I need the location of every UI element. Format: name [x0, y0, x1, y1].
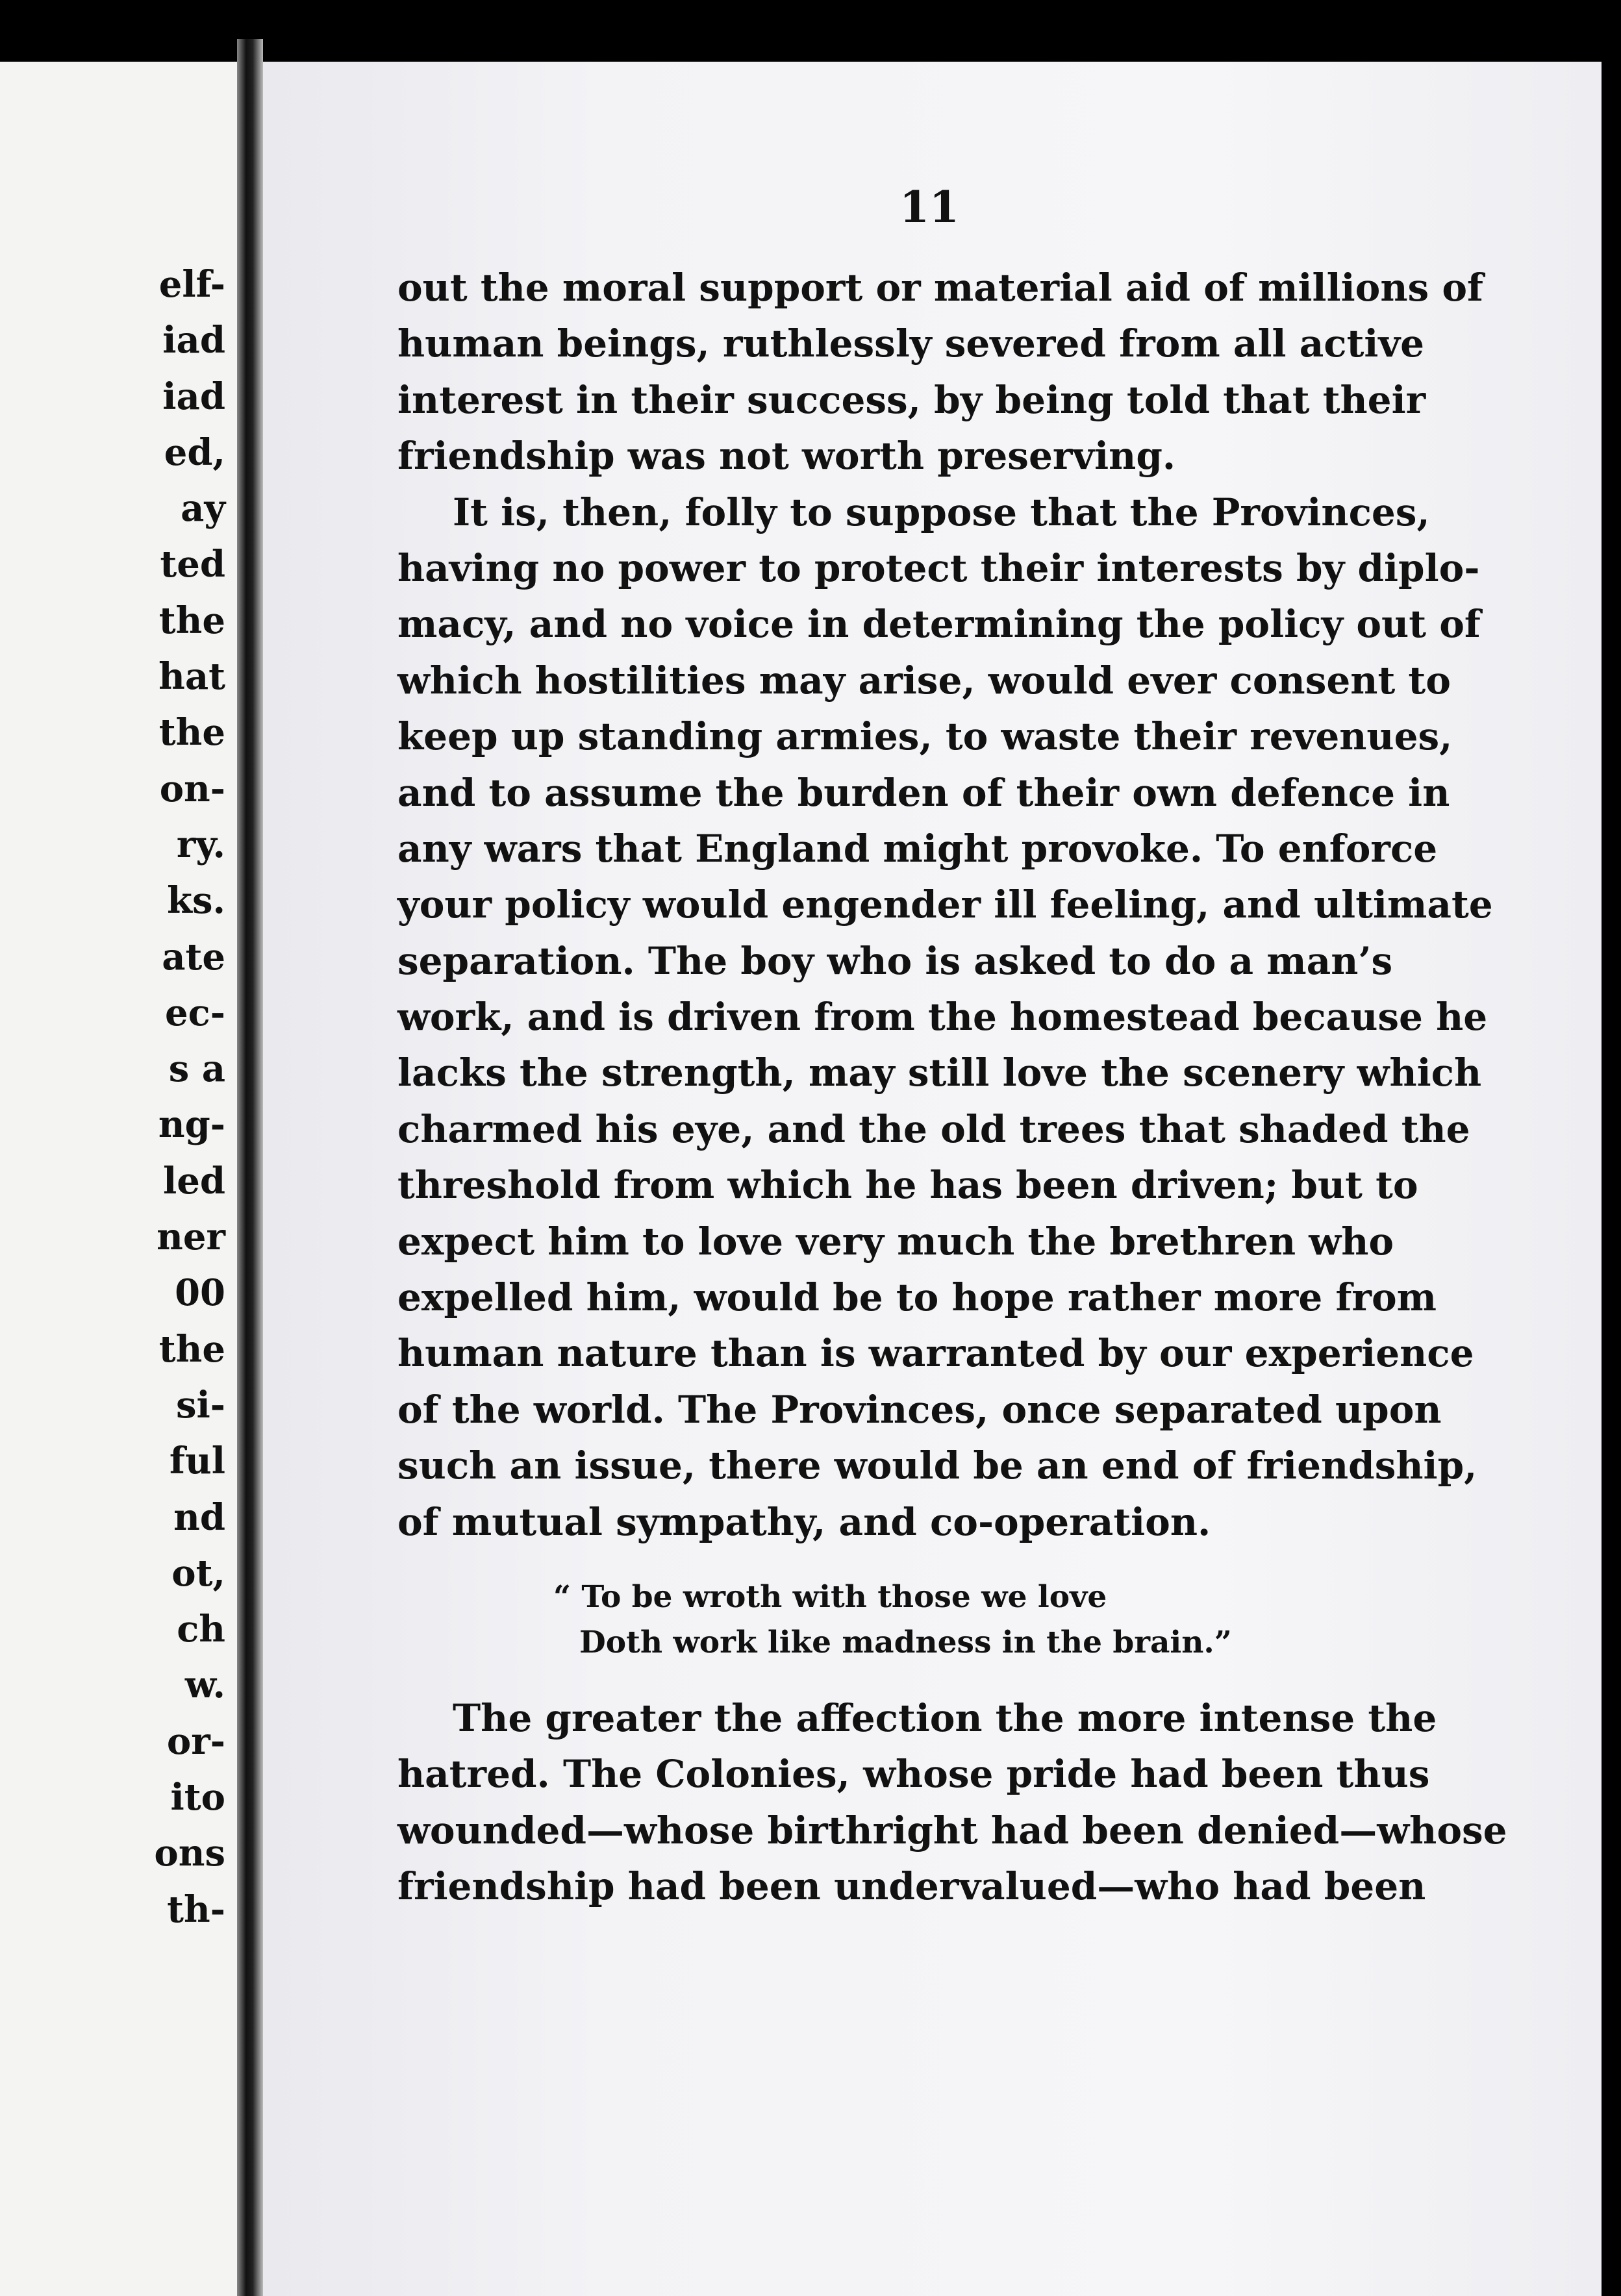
left-fragment: ng-: [158, 1103, 225, 1147]
left-page-line-fragments: [154, 256, 225, 1938]
left-fragment: the: [158, 711, 225, 755]
left-fragment: ito: [170, 1776, 225, 1819]
text-line: which hostilities may arise, would ever consent to: [397, 658, 1451, 703]
left-fragment: s a: [168, 1047, 225, 1091]
text-line: expelled him, would be to hope rather more from: [397, 1275, 1437, 1320]
text-line: out the moral support or material aid of millions of: [397, 266, 1483, 310]
left-fragment: ner: [157, 1216, 225, 1259]
page-body-text: [397, 260, 1507, 1915]
text-line: lacks the strength, may still love the scenery which: [397, 1051, 1482, 1095]
text-line: human beings, ruthlessly severed from all active: [397, 321, 1425, 366]
left-fragment: 00: [175, 1271, 225, 1315]
left-fragment: ry.: [176, 823, 225, 866]
left-fragment: w.: [184, 1664, 225, 1707]
left-facing-page: [0, 62, 237, 2296]
text-line: such an issue, there would be an end of friendship,: [397, 1443, 1477, 1488]
left-fragment: hat: [158, 655, 225, 699]
left-fragment: iad: [162, 375, 225, 418]
text-line: of mutual sympathy, and co-operation.: [397, 1499, 1211, 1544]
left-fragment: ch: [177, 1608, 225, 1651]
text-line: friendship was not worth preserving.: [397, 434, 1176, 479]
text-line: It is, then, folly to suppose that the Provinces,: [453, 490, 1430, 534]
left-fragment: ks.: [167, 879, 225, 923]
text-line: work, and is driven from the homestead because he: [397, 995, 1488, 1040]
text-line: of the world. The Provinces, once separated upon: [397, 1387, 1442, 1432]
left-fragment: ec-: [165, 991, 225, 1034]
page-number: 11: [899, 182, 959, 232]
quote-line: Doth work like madness in the brain.”: [579, 1624, 1232, 1660]
left-fragment: on-: [159, 767, 225, 810]
text-line: having no power to protect their interests by diplo-: [397, 545, 1480, 590]
text-line: The greater the affection the more intense the: [453, 1695, 1437, 1740]
text-line: friendship had been undervalued—who had been: [397, 1864, 1426, 1909]
left-fragment: led: [162, 1159, 225, 1203]
text-line: wounded—whose birthright had been denied—whose: [397, 1808, 1507, 1853]
left-fragment: elf-: [158, 263, 225, 306]
text-line: keep up standing armies, to waste their revenues,: [397, 714, 1453, 759]
text-line: any wars that England might provoke. To enforce: [397, 826, 1438, 871]
text-line: your policy would engender ill feeling, and ultimate: [397, 882, 1493, 927]
scanner-border-right: [1602, 0, 1621, 2296]
text-line: interest in their success, by being told that their: [397, 377, 1426, 422]
left-fragment: ted: [160, 543, 225, 586]
left-fragment: ate: [162, 935, 225, 979]
left-fragment: ons: [154, 1832, 225, 1875]
text-line: and to assume the burden of their own defence in: [397, 770, 1450, 815]
text-line: hatred. The Colonies, whose pride had been thus: [397, 1752, 1430, 1797]
left-fragment: ot,: [171, 1551, 225, 1595]
left-fragment: ful: [169, 1440, 225, 1483]
text-line: human nature than is warranted by our experience: [397, 1331, 1474, 1376]
left-fragment: nd: [173, 1495, 225, 1539]
text-line: separation. The boy who is asked to do a man’s: [397, 938, 1393, 983]
left-fragment: or-: [166, 1719, 225, 1763]
left-fragment: ay: [181, 487, 225, 530]
left-fragment: ed,: [164, 430, 225, 474]
left-fragment: the: [158, 1327, 225, 1371]
text-line: macy, and no voice in determining the policy out of: [397, 602, 1481, 647]
left-fragment: th-: [167, 1888, 225, 1931]
left-fragment: si-: [175, 1383, 225, 1427]
left-fragment: the: [158, 599, 225, 642]
book-gutter: [237, 39, 263, 2296]
quote-line: “ To be wroth with those we love: [553, 1578, 1107, 1615]
left-fragment: iad: [162, 319, 225, 362]
text-line: expect him to love very much the brethren who: [397, 1219, 1394, 1264]
text-line: threshold from which he has been driven; but to: [397, 1163, 1418, 1208]
text-line: charmed his eye, and the old trees that shaded the: [397, 1106, 1470, 1151]
